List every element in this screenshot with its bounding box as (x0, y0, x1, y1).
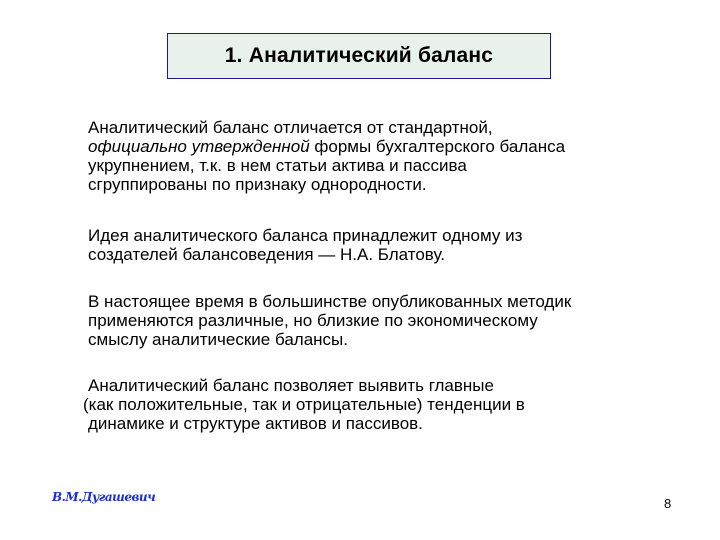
paragraph-idea-origin (88, 226, 522, 264)
text-line: создателей балансоведения — Н.А. Блатову. (88, 245, 445, 264)
text-line: (как положительные, так и отрицательные) тенденции в (83, 395, 525, 414)
text-line: В настоящее время в большинстве опубликованных методик (88, 292, 572, 311)
slide-title-box (167, 33, 551, 79)
text-line: применяются различные, но близкие по экономическому (88, 311, 538, 330)
paragraph-trends (83, 376, 525, 433)
text-line: Аналитический баланс позволяет выявить главные (88, 376, 494, 395)
slide-title: 1. Аналитический баланс (224, 44, 494, 67)
italic-phrase: официально утвержденной (88, 137, 310, 156)
author-signature: В.М.Дугашевич (52, 490, 156, 504)
text-line: Аналитический баланс отличается от стандартной, (88, 118, 493, 137)
text-line (88, 137, 565, 156)
text-line: Идея аналитического баланса принадлежит одному из (88, 226, 523, 245)
text-line: динамике и структуре активов и пассивов. (88, 414, 423, 433)
paragraph-analytic-balance-definition (88, 118, 565, 194)
text-fragment: формы бухгалтерского баланса (309, 137, 566, 156)
paragraph-current-methods (88, 292, 571, 349)
text-line: сгруппированы по признаку однородности. (88, 175, 427, 194)
text-line: укрупнением, т.к. в нем статьи актива и пассива (88, 156, 467, 175)
page-number: 8 (664, 496, 672, 511)
text-line: смыслу аналитические балансы. (88, 330, 348, 349)
